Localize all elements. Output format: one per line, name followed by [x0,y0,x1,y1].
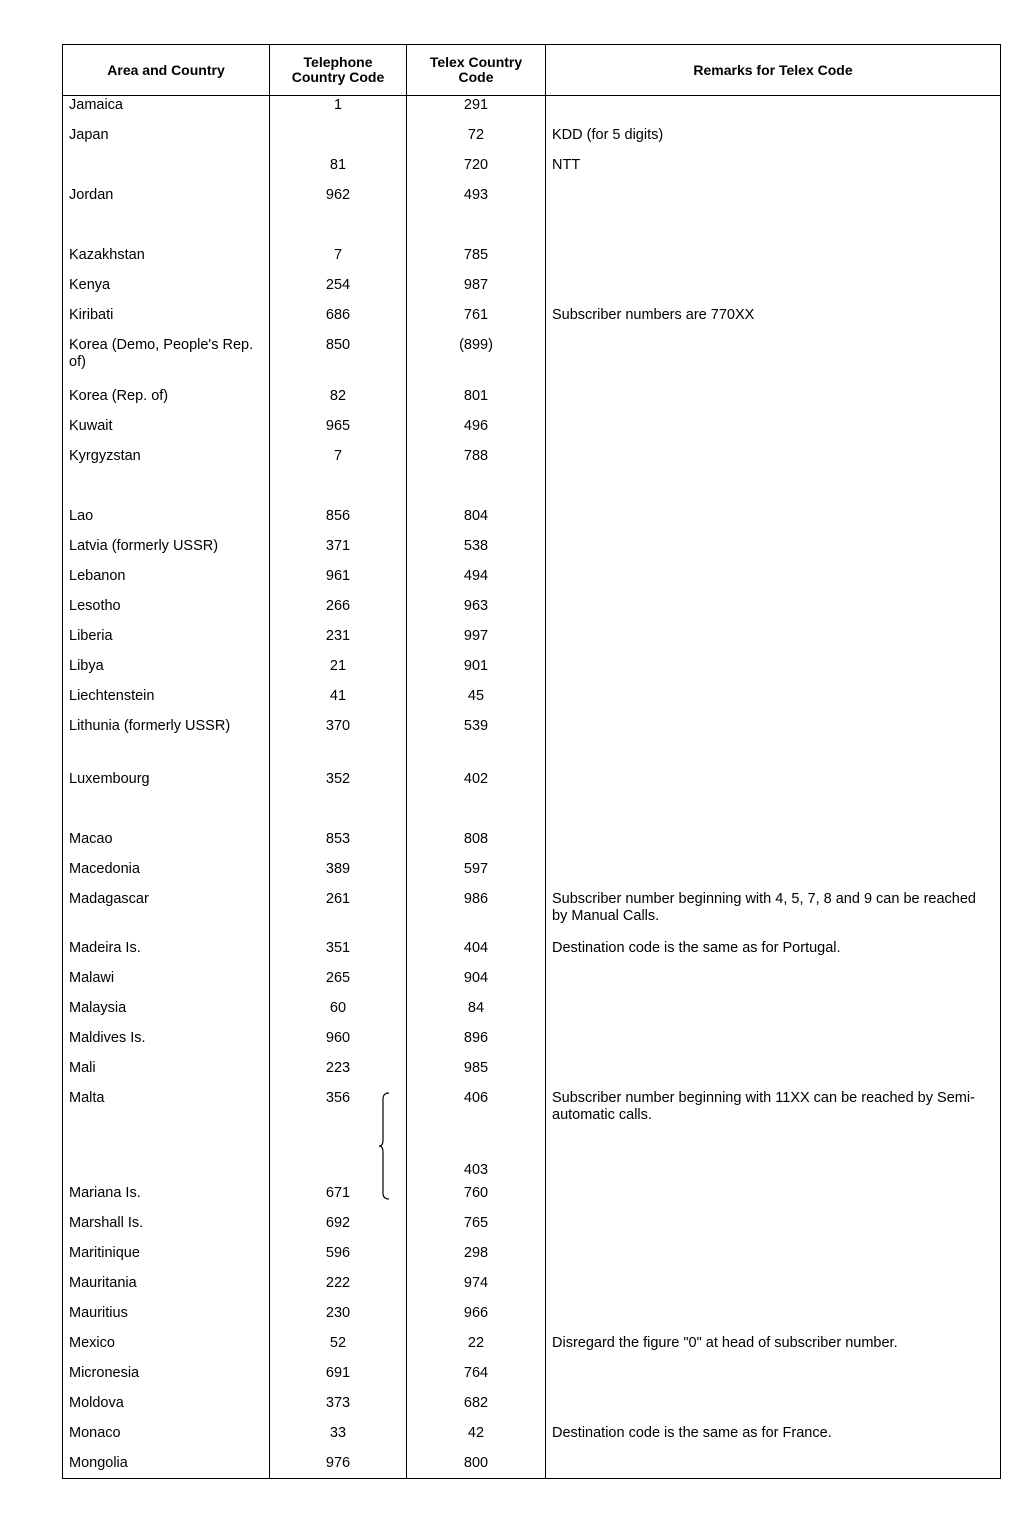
remarks-cell [546,964,1001,994]
malta-brace [378,1091,390,1201]
table-row [63,472,1001,532]
remarks-cell [546,682,1001,712]
table-row [63,1239,1001,1269]
country-cell: Japan [63,121,270,151]
table-row [63,1209,1001,1239]
table-row [63,712,1001,765]
telephone-code-cell: 370 [270,712,407,765]
country-cell: Maldives Is. [63,1024,270,1054]
header-row [63,45,1001,96]
telephone-code-cell: 60 [270,994,407,1024]
table-row [63,652,1001,682]
telephone-code-cell: 52 [270,1329,407,1359]
telephone-code-cell: 965 [270,412,407,442]
telephone-code-cell: 691 [270,1359,407,1389]
remarks-cell: KDD (for 5 digits) [546,121,1001,151]
telex-code-cell: 402 [407,765,546,795]
telephone-code-cell: 976 [270,1449,407,1479]
remarks-cell: Destination code is the same as for Portugal. [546,934,1001,964]
country-cell: Kazakhstan [63,211,270,271]
telephone-code-cell: 371 [270,532,407,562]
remarks-cell [546,795,1001,855]
table-row [63,795,1001,855]
table-body [63,96,1001,1479]
header-telephone-code [270,45,407,96]
telephone-code-cell: 265 [270,964,407,994]
table-row [63,412,1001,442]
telex-code-cell: 42 [407,1419,546,1449]
country-cell: Korea (Rep. of) [63,382,270,412]
country-cell: Lesotho [63,592,270,622]
remarks-cell [546,382,1001,412]
remarks-cell [546,1024,1001,1054]
country-cell: Lithunia (formerly USSR) [63,712,270,765]
table-row [63,1299,1001,1329]
telex-code-cell: 45 [407,682,546,712]
remarks-cell [546,712,1001,765]
telex-code-cell: 986 [407,885,546,934]
telephone-code-cell: 596 [270,1239,407,1269]
table-row [63,96,1001,121]
country-cell: Liberia [63,622,270,652]
telephone-code-cell: 389 [270,855,407,885]
country-cell: Kuwait [63,412,270,442]
telex-code-cell: 597 [407,855,546,885]
table-row [63,1179,1001,1209]
table-row [63,1329,1001,1359]
country-code-table [62,44,1001,1479]
telex-code-cell: 494 [407,562,546,592]
table-row [63,1449,1001,1479]
country-cell: Malawi [63,964,270,994]
table-row [63,331,1001,382]
telex-code-cell: 785 [407,211,546,271]
telephone-code-cell: 7 [270,211,407,271]
remarks-cell [546,1299,1001,1329]
country-cell: Kenya [63,271,270,301]
table-row [63,181,1001,211]
telex-code-cell: 84 [407,994,546,1024]
country-cell: Libya [63,652,270,682]
telephone-code-cell: 856 [270,472,407,532]
telex-code-cell: 538 [407,532,546,562]
telex-code-cell: 963 [407,592,546,622]
telephone-code-cell: 82 [270,382,407,412]
telephone-code-cell: 222 [270,1269,407,1299]
telex-code-cell: 966 [407,1299,546,1329]
table-row [63,1419,1001,1449]
telex-code-cell: 493 [407,181,546,211]
telephone-code-cell: 692 [270,1209,407,1239]
header-remarks: Remarks for Telex Code [546,45,1001,96]
remarks-cell [546,592,1001,622]
remarks-cell [546,1389,1001,1419]
country-cell: Jamaica [63,96,270,121]
telex-code-cell: 801 [407,382,546,412]
country-cell: Madeira Is. [63,934,270,964]
telex-code-cell: 765 [407,1209,546,1239]
remarks-cell [546,472,1001,532]
telephone-code-cell: 1 [270,96,407,121]
table-row [63,121,1001,151]
remarks-cell [546,1449,1001,1479]
remarks-cell [546,622,1001,652]
telex-code-cell: 901 [407,652,546,682]
country-cell: Marshall Is. [63,1209,270,1239]
telex-code-cell: 291 [407,96,546,121]
telex-code-cell: 800 [407,1449,546,1479]
telex-code-cell: 720 [407,151,546,181]
country-cell: Kyrgyzstan [63,442,270,472]
country-cell: Moldova [63,1389,270,1419]
telephone-code-cell: 850 [270,331,407,382]
telex-code-cell: 682 [407,1389,546,1419]
telephone-code-cell: 671 [270,1179,407,1209]
table-row [63,994,1001,1024]
telephone-code-cell: 223 [270,1054,407,1084]
remarks-cell [546,96,1001,121]
table-row [63,934,1001,964]
telex-code-cell: (899) [407,331,546,382]
remarks-cell [546,1179,1001,1209]
table-row [63,532,1001,562]
remarks-cell [546,1054,1001,1084]
telex-code-cell: 985 [407,1054,546,1084]
header-telex-code [407,45,546,96]
telex-code-value: 406 [463,1089,489,1106]
table-row [63,622,1001,652]
table-row [63,1269,1001,1299]
remarks-cell [546,1209,1001,1239]
country-cell: Mali [63,1054,270,1084]
remarks-cell [546,1269,1001,1299]
remarks-cell [546,1239,1001,1269]
country-cell: Macedonia [63,855,270,885]
telex-code-cell: 298 [407,1239,546,1269]
remarks-cell [546,765,1001,795]
country-cell [63,151,270,181]
country-cell: Jordan [63,181,270,211]
country-cell: Mongolia [63,1449,270,1479]
remarks-cell [546,211,1001,271]
remarks-cell [546,994,1001,1024]
remarks-cell [546,271,1001,301]
table-row [63,855,1001,885]
telephone-code-cell: 266 [270,592,407,622]
telephone-code-cell: 373 [270,1389,407,1419]
telephone-code-cell: 686 [270,301,407,331]
remarks-cell: Disregard the figure "0" at head of subscriber number. [546,1329,1001,1359]
telephone-code-cell: 230 [270,1299,407,1329]
telephone-code-cell: 356 [270,1084,407,1179]
telex-code-cell: 788 [407,442,546,472]
telephone-code-cell: 41 [270,682,407,712]
telex-code-value-alt: 403 [463,1161,489,1178]
telex-code-cell: 72 [407,121,546,151]
table-row [63,682,1001,712]
telex-code-cell: 496 [407,412,546,442]
remarks-cell: Destination code is the same as for France. [546,1419,1001,1449]
country-cell: Lebanon [63,562,270,592]
country-cell: Mauritania [63,1269,270,1299]
telex-code-cell: 896 [407,1024,546,1054]
remarks-cell [546,412,1001,442]
table-row [63,885,1001,934]
telephone-code-cell: 962 [270,181,407,211]
header-telex-line1: Telex Country [429,54,523,70]
remarks-cell [546,532,1001,562]
header-telephone-line1: Telephone [303,54,373,70]
remarks-cell: Subscriber number beginning with 11XX can be reached by Semi-automatic calls. [546,1084,1001,1179]
telex-code-cell: 974 [407,1269,546,1299]
table-row [63,442,1001,472]
telex-code-cell: 808 [407,795,546,855]
table-row [63,1024,1001,1054]
table-row [63,1054,1001,1084]
remarks-cell: NTT [546,151,1001,181]
telephone-code-cell: 853 [270,795,407,855]
header-area-country: Area and Country [63,45,270,96]
telephone-code-cell: 81 [270,151,407,181]
country-cell: Mexico [63,1329,270,1359]
table-row [63,271,1001,301]
telex-code-cell: 760 [407,1179,546,1209]
telex-code-cell: 22 [407,1329,546,1359]
country-cell: Mariana Is. [63,1179,270,1209]
country-cell: Luxembourg [63,765,270,795]
telephone-code-cell: 261 [270,885,407,934]
telex-code-cell: 997 [407,622,546,652]
telex-code-cell: 539 [407,712,546,765]
telex-code-cell: 764 [407,1359,546,1389]
telex-code-cell: 804 [407,472,546,532]
remarks-cell [546,442,1001,472]
country-cell: Madagascar [63,885,270,934]
table-row [63,592,1001,622]
telephone-code-cell: 351 [270,934,407,964]
telephone-code-cell [270,121,407,151]
table-row [63,1359,1001,1389]
table-row [63,765,1001,795]
telex-code-cell [407,1084,546,1179]
country-cell: Macao [63,795,270,855]
remarks-cell [546,181,1001,211]
country-cell: Kiribati [63,301,270,331]
remarks-cell [546,562,1001,592]
remarks-cell: Subscriber numbers are 770XX [546,301,1001,331]
country-cell: Malaysia [63,994,270,1024]
country-cell: Mauritius [63,1299,270,1329]
remarks-cell [546,1359,1001,1389]
country-cell: Monaco [63,1419,270,1449]
country-cell: Maritinique [63,1239,270,1269]
country-cell: Korea (Demo, People's Rep. of) [63,331,270,382]
telephone-code-cell: 254 [270,271,407,301]
telex-code-cell: 761 [407,301,546,331]
remarks-cell [546,331,1001,382]
telephone-code-cell: 21 [270,652,407,682]
remarks-cell: Subscriber number beginning with 4, 5, 7, 8 and 9 can be reached by Manual Calls. [546,885,1001,934]
table-row [63,151,1001,181]
country-cell: Latvia (formerly USSR) [63,532,270,562]
remarks-cell [546,855,1001,885]
telex-code-cell: 904 [407,964,546,994]
table-row [63,1389,1001,1419]
telephone-code-cell: 960 [270,1024,407,1054]
header-telephone-line2: Country Code [291,69,385,85]
table-row [63,964,1001,994]
telex-code-cell: 404 [407,934,546,964]
telephone-code-cell: 352 [270,765,407,795]
telex-code-cell: 987 [407,271,546,301]
country-cell: Malta [63,1084,270,1179]
country-cell: Lao [63,472,270,532]
table-header [63,45,1001,96]
telephone-code-cell: 33 [270,1419,407,1449]
header-telex-line2: Code [458,69,494,85]
telephone-code-cell: 231 [270,622,407,652]
telephone-code-cell: 961 [270,562,407,592]
country-cell: Micronesia [63,1359,270,1389]
table-row [63,382,1001,412]
telephone-code-cell: 7 [270,442,407,472]
country-cell: Liechtenstein [63,682,270,712]
table-row [63,211,1001,271]
table-row [63,1084,1001,1179]
table-row [63,562,1001,592]
table-row [63,301,1001,331]
remarks-cell [546,652,1001,682]
